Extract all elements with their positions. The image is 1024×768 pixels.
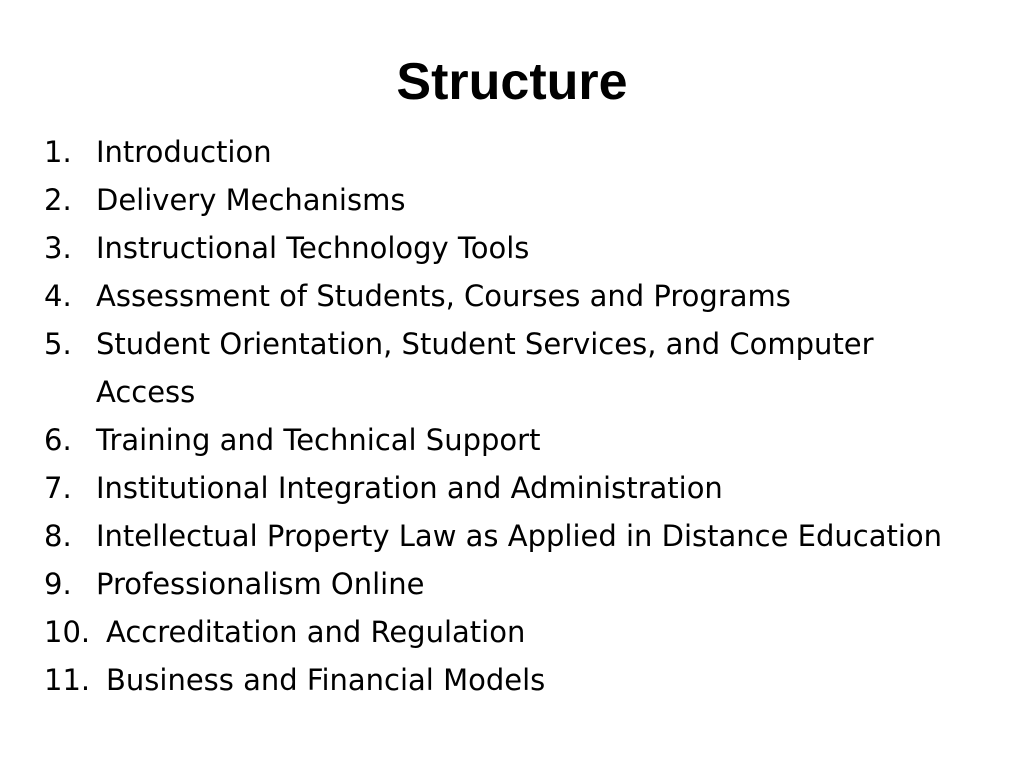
list-item-text: Delivery Mechanisms — [96, 183, 406, 217]
list-item — [44, 272, 974, 320]
list-item-number: 5. — [44, 327, 72, 361]
list-item-text: Training and Technical Support — [96, 423, 541, 457]
list-item-number: 7. — [44, 471, 72, 505]
list-item — [44, 464, 974, 512]
list-item — [44, 176, 974, 224]
list-item-text: Introduction — [96, 135, 272, 169]
list-item-number: 10. — [44, 615, 91, 649]
list-item-text: Assessment of Students, Courses and Programs — [96, 279, 791, 313]
list-item-number: 9. — [44, 567, 72, 601]
list-item — [44, 320, 974, 416]
list-item-number: 2. — [44, 183, 72, 217]
list-item-text: Business and Financial Models — [106, 663, 546, 697]
list-item-text: Student Orientation, Student Services, and Computer Access — [96, 327, 874, 409]
list-item-number: 4. — [44, 279, 72, 313]
structure-list — [44, 128, 974, 704]
list-item-text: Instructional Technology Tools — [96, 231, 530, 265]
list-item-number: 3. — [44, 231, 72, 265]
slide-title: Structure — [396, 53, 628, 111]
list-item — [44, 128, 974, 176]
list-item-number: 6. — [44, 423, 72, 457]
list-item-text: Intellectual Property Law as Applied in Distance Education — [96, 519, 943, 553]
list-item-text: Institutional Integration and Administration — [96, 471, 723, 505]
list-item-text: Accreditation and Regulation — [106, 615, 526, 649]
list-item — [44, 224, 974, 272]
list-item-number: 8. — [44, 519, 72, 553]
list-item — [44, 656, 974, 704]
list-item — [44, 608, 974, 656]
list-item-number: 11. — [44, 663, 91, 697]
list-item — [44, 512, 974, 560]
list-item — [44, 560, 974, 608]
list-item-text: Professionalism Online — [96, 567, 425, 601]
list-item-number: 1. — [44, 135, 72, 169]
list-item — [44, 416, 974, 464]
